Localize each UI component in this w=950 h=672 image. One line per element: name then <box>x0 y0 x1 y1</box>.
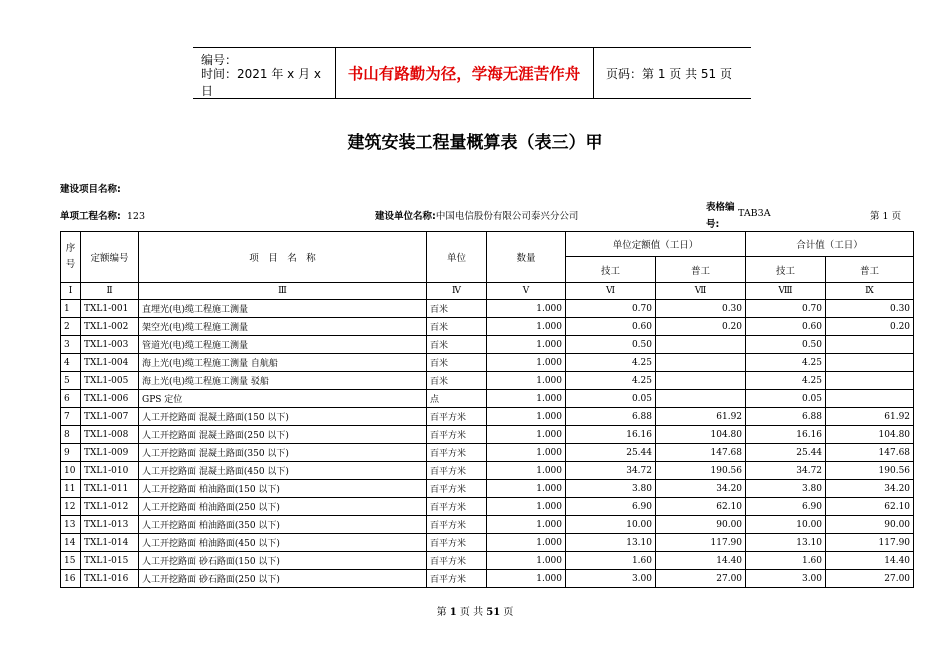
row-seq: 8 <box>61 426 81 444</box>
row-total-skilled: 4.25 <box>746 354 826 372</box>
row-code: TXL1-011 <box>81 480 139 498</box>
row-seq: 4 <box>61 354 81 372</box>
row-item-name: 管道光(电)缆工程施工测量 <box>139 336 427 354</box>
row-seq: 5 <box>61 372 81 390</box>
row-seq: 9 <box>61 444 81 462</box>
row-unit-general: 147.68 <box>656 444 746 462</box>
row-total-general: 0.20 <box>826 318 914 336</box>
table-row <box>61 336 914 354</box>
row-total-general <box>826 354 914 372</box>
row-seq: 15 <box>61 552 81 570</box>
row-unit: 百平方米 <box>427 408 487 426</box>
table-row <box>61 426 914 444</box>
row-seq: 11 <box>61 480 81 498</box>
table-row <box>61 498 914 516</box>
row-unit-general <box>656 390 746 408</box>
row-code: TXL1-002 <box>81 318 139 336</box>
quantity-estimate-table <box>60 231 914 588</box>
row-code: TXL1-005 <box>81 372 139 390</box>
table-header-row <box>61 232 914 257</box>
table-row <box>61 552 914 570</box>
row-unit: 百米 <box>427 318 487 336</box>
header-quantity: 数量 <box>487 232 566 283</box>
row-seq: 1 <box>61 300 81 318</box>
row-total-general: 34.20 <box>826 480 914 498</box>
row-total-skilled: 1.60 <box>746 552 826 570</box>
row-total-general: 0.30 <box>826 300 914 318</box>
row-unit: 百米 <box>427 354 487 372</box>
header-unit-skilled: 技工 <box>566 257 656 283</box>
row-total-skilled: 6.90 <box>746 498 826 516</box>
header-seq: 序号 <box>61 232 81 283</box>
row-code: TXL1-016 <box>81 570 139 588</box>
footer-total-pages: 51 <box>486 607 501 618</box>
header-total: 合计值（工日） <box>746 232 914 257</box>
row-code: TXL1-006 <box>81 390 139 408</box>
row-unit-skilled: 1.60 <box>566 552 656 570</box>
row-unit-general: 0.20 <box>656 318 746 336</box>
row-unit-skilled: 0.60 <box>566 318 656 336</box>
row-item-name: 人工开挖路面 柏油路面(150 以下) <box>139 480 427 498</box>
row-unit-general: 14.40 <box>656 552 746 570</box>
row-quantity: 1.000 <box>487 426 566 444</box>
header-unit-general: 普工 <box>656 257 746 283</box>
row-item-name: 直埋光(电)缆工程施工测量 <box>139 300 427 318</box>
document-time-label: 时间：2021 年 x 月 x 日 <box>201 67 322 98</box>
row-unit-general: 190.56 <box>656 462 746 480</box>
header-total-skilled: 技工 <box>746 257 826 283</box>
table-row <box>61 480 914 498</box>
row-unit-general: 90.00 <box>656 516 746 534</box>
row-unit-general <box>656 336 746 354</box>
header-item-name: 项 目 名 称 <box>139 232 427 283</box>
row-code: TXL1-001 <box>81 300 139 318</box>
header-info-cell <box>193 48 336 98</box>
row-unit-general: 34.20 <box>656 480 746 498</box>
row-unit-general <box>656 372 746 390</box>
row-total-general: 61.92 <box>826 408 914 426</box>
header-motto: 书山有路勤为径，学海无涯苦作舟 <box>335 48 594 98</box>
table-row <box>61 354 914 372</box>
table-row <box>61 372 914 390</box>
row-unit: 百米 <box>427 372 487 390</box>
header-page-number: 页码：第 1 页 共 51 页 <box>606 66 732 81</box>
row-quantity: 1.000 <box>487 516 566 534</box>
row-quantity: 1.000 <box>487 336 566 354</box>
row-item-name: 海上光(电)缆工程施工测量 自航船 <box>139 354 427 372</box>
row-total-general <box>826 336 914 354</box>
table-row <box>61 408 914 426</box>
row-total-skilled: 6.88 <box>746 408 826 426</box>
page-header <box>193 47 751 99</box>
table-row <box>61 534 914 552</box>
row-total-skilled: 3.80 <box>746 480 826 498</box>
row-item-name: GPS 定位 <box>139 390 427 408</box>
row-item-name: 人工开挖路面 混凝土路面(450 以下) <box>139 462 427 480</box>
row-code: TXL1-008 <box>81 426 139 444</box>
row-code: TXL1-010 <box>81 462 139 480</box>
header-total-general: 普工 <box>826 257 914 283</box>
row-unit: 百平方米 <box>427 534 487 552</box>
row-unit-skilled: 4.25 <box>566 372 656 390</box>
roman-col-8: Ⅷ <box>746 283 826 300</box>
row-unit: 百平方米 <box>427 462 487 480</box>
row-item-name: 架空光(电)缆工程施工测量 <box>139 318 427 336</box>
row-unit: 百平方米 <box>427 444 487 462</box>
row-total-skilled: 3.00 <box>746 570 826 588</box>
row-total-general: 62.10 <box>826 498 914 516</box>
row-seq: 13 <box>61 516 81 534</box>
row-total-skilled: 13.10 <box>746 534 826 552</box>
row-unit: 百米 <box>427 336 487 354</box>
row-total-general: 117.90 <box>826 534 914 552</box>
construction-unit-value: 中国电信股份有限公司泰兴分公司 <box>435 211 579 222</box>
header-unit: 单位 <box>427 232 487 283</box>
row-unit: 百平方米 <box>427 426 487 444</box>
document-number-label: 编号： <box>201 53 238 67</box>
row-total-general: 90.00 <box>826 516 914 534</box>
row-quantity: 1.000 <box>487 390 566 408</box>
row-code: TXL1-015 <box>81 552 139 570</box>
row-seq: 16 <box>61 570 81 588</box>
row-unit-skilled: 13.10 <box>566 534 656 552</box>
roman-numeral-row <box>61 283 914 300</box>
row-quantity: 1.000 <box>487 444 566 462</box>
project-name-label: 建设项目名称: <box>60 184 121 195</box>
row-unit-skilled: 34.72 <box>566 462 656 480</box>
row-item-name: 人工开挖路面 柏油路面(450 以下) <box>139 534 427 552</box>
row-unit-skilled: 10.00 <box>566 516 656 534</box>
row-quantity: 1.000 <box>487 408 566 426</box>
meta-page-number: 第 1 页 <box>870 211 902 222</box>
row-total-skilled: 10.00 <box>746 516 826 534</box>
row-seq: 14 <box>61 534 81 552</box>
row-unit-skilled: 0.70 <box>566 300 656 318</box>
row-total-skilled: 0.60 <box>746 318 826 336</box>
form-number-value: TAB3A <box>738 208 771 219</box>
row-total-general <box>826 390 914 408</box>
row-unit-skilled: 16.16 <box>566 426 656 444</box>
row-seq: 2 <box>61 318 81 336</box>
row-code: TXL1-007 <box>81 408 139 426</box>
row-unit: 点 <box>427 390 487 408</box>
row-item-name: 人工开挖路面 砂石路面(150 以下) <box>139 552 427 570</box>
row-unit-general: 104.80 <box>656 426 746 444</box>
row-unit-skilled: 6.88 <box>566 408 656 426</box>
row-quantity: 1.000 <box>487 372 566 390</box>
construction-unit-field: 建设单位名称:中国电信股份有限公司泰兴分公司 <box>375 211 579 222</box>
roman-col-3: Ⅲ <box>139 283 427 300</box>
row-quantity: 1.000 <box>487 534 566 552</box>
row-item-name: 人工开挖路面 柏油路面(350 以下) <box>139 516 427 534</box>
row-item-name: 海上光(电)缆工程施工测量 驳船 <box>139 372 427 390</box>
row-unit-general: 117.90 <box>656 534 746 552</box>
form-number-label: 表格编 号: <box>706 202 735 230</box>
row-total-general <box>826 372 914 390</box>
row-seq: 6 <box>61 390 81 408</box>
row-total-skilled: 34.72 <box>746 462 826 480</box>
row-unit-general: 27.00 <box>656 570 746 588</box>
table-row <box>61 444 914 462</box>
row-unit-general: 62.10 <box>656 498 746 516</box>
roman-col-7: Ⅶ <box>656 283 746 300</box>
row-quantity: 1.000 <box>487 480 566 498</box>
row-item-name: 人工开挖路面 混凝土路面(350 以下) <box>139 444 427 462</box>
row-code: TXL1-004 <box>81 354 139 372</box>
row-unit-general: 61.92 <box>656 408 746 426</box>
row-quantity: 1.000 <box>487 570 566 588</box>
row-unit: 百米 <box>427 300 487 318</box>
header-unit-quota: 单位定额值（工日） <box>566 232 746 257</box>
row-quantity: 1.000 <box>487 300 566 318</box>
table-row <box>61 390 914 408</box>
row-total-skilled: 0.70 <box>746 300 826 318</box>
table-row <box>61 462 914 480</box>
row-unit-skilled: 6.90 <box>566 498 656 516</box>
single-project-field: 单项工程名称: 123 <box>60 211 145 222</box>
row-total-skilled: 4.25 <box>746 372 826 390</box>
roman-col-4: Ⅳ <box>427 283 487 300</box>
row-unit: 百平方米 <box>427 480 487 498</box>
row-seq: 3 <box>61 336 81 354</box>
row-unit-skilled: 4.25 <box>566 354 656 372</box>
footer-page-number: 1 <box>449 607 457 618</box>
row-quantity: 1.000 <box>487 552 566 570</box>
row-code: TXL1-014 <box>81 534 139 552</box>
table-row <box>61 300 914 318</box>
row-item-name: 人工开挖路面 混凝土路面(150 以下) <box>139 408 427 426</box>
roman-col-9: Ⅸ <box>826 283 914 300</box>
roman-col-5: Ⅴ <box>487 283 566 300</box>
row-total-general: 104.80 <box>826 426 914 444</box>
row-unit-general: 0.30 <box>656 300 746 318</box>
row-unit: 百平方米 <box>427 498 487 516</box>
table-row <box>61 570 914 588</box>
row-quantity: 1.000 <box>487 462 566 480</box>
row-unit: 百平方米 <box>427 570 487 588</box>
row-code: TXL1-009 <box>81 444 139 462</box>
row-total-general: 27.00 <box>826 570 914 588</box>
row-quantity: 1.000 <box>487 498 566 516</box>
single-project-value: 123 <box>126 211 145 222</box>
row-total-general: 14.40 <box>826 552 914 570</box>
row-unit-skilled: 0.50 <box>566 336 656 354</box>
row-seq: 10 <box>61 462 81 480</box>
header-code: 定额编号 <box>81 232 139 283</box>
document-title: 建筑安装工程量概算表（表三）甲 <box>347 133 603 153</box>
row-total-skilled: 0.50 <box>746 336 826 354</box>
row-code: TXL1-013 <box>81 516 139 534</box>
row-item-name: 人工开挖路面 砂石路面(250 以下) <box>139 570 427 588</box>
page-footer: 第 1 页 共 51 页 <box>436 607 514 618</box>
row-code: TXL1-012 <box>81 498 139 516</box>
row-total-skilled: 25.44 <box>746 444 826 462</box>
row-total-skilled: 16.16 <box>746 426 826 444</box>
row-unit: 百平方米 <box>427 552 487 570</box>
roman-col-1: Ⅰ <box>61 283 81 300</box>
row-unit-skilled: 25.44 <box>566 444 656 462</box>
table-row <box>61 318 914 336</box>
row-total-general: 190.56 <box>826 462 914 480</box>
row-seq: 7 <box>61 408 81 426</box>
row-unit-skilled: 3.00 <box>566 570 656 588</box>
table-row <box>61 516 914 534</box>
row-item-name: 人工开挖路面 混凝土路面(250 以下) <box>139 426 427 444</box>
row-unit-general <box>656 354 746 372</box>
roman-col-2: Ⅱ <box>81 283 139 300</box>
row-quantity: 1.000 <box>487 318 566 336</box>
row-total-skilled: 0.05 <box>746 390 826 408</box>
row-total-general: 147.68 <box>826 444 914 462</box>
row-unit: 百平方米 <box>427 516 487 534</box>
row-unit-skilled: 3.80 <box>566 480 656 498</box>
roman-col-6: Ⅵ <box>566 283 656 300</box>
row-unit-skilled: 0.05 <box>566 390 656 408</box>
row-seq: 12 <box>61 498 81 516</box>
row-item-name: 人工开挖路面 柏油路面(250 以下) <box>139 498 427 516</box>
row-quantity: 1.000 <box>487 354 566 372</box>
row-code: TXL1-003 <box>81 336 139 354</box>
